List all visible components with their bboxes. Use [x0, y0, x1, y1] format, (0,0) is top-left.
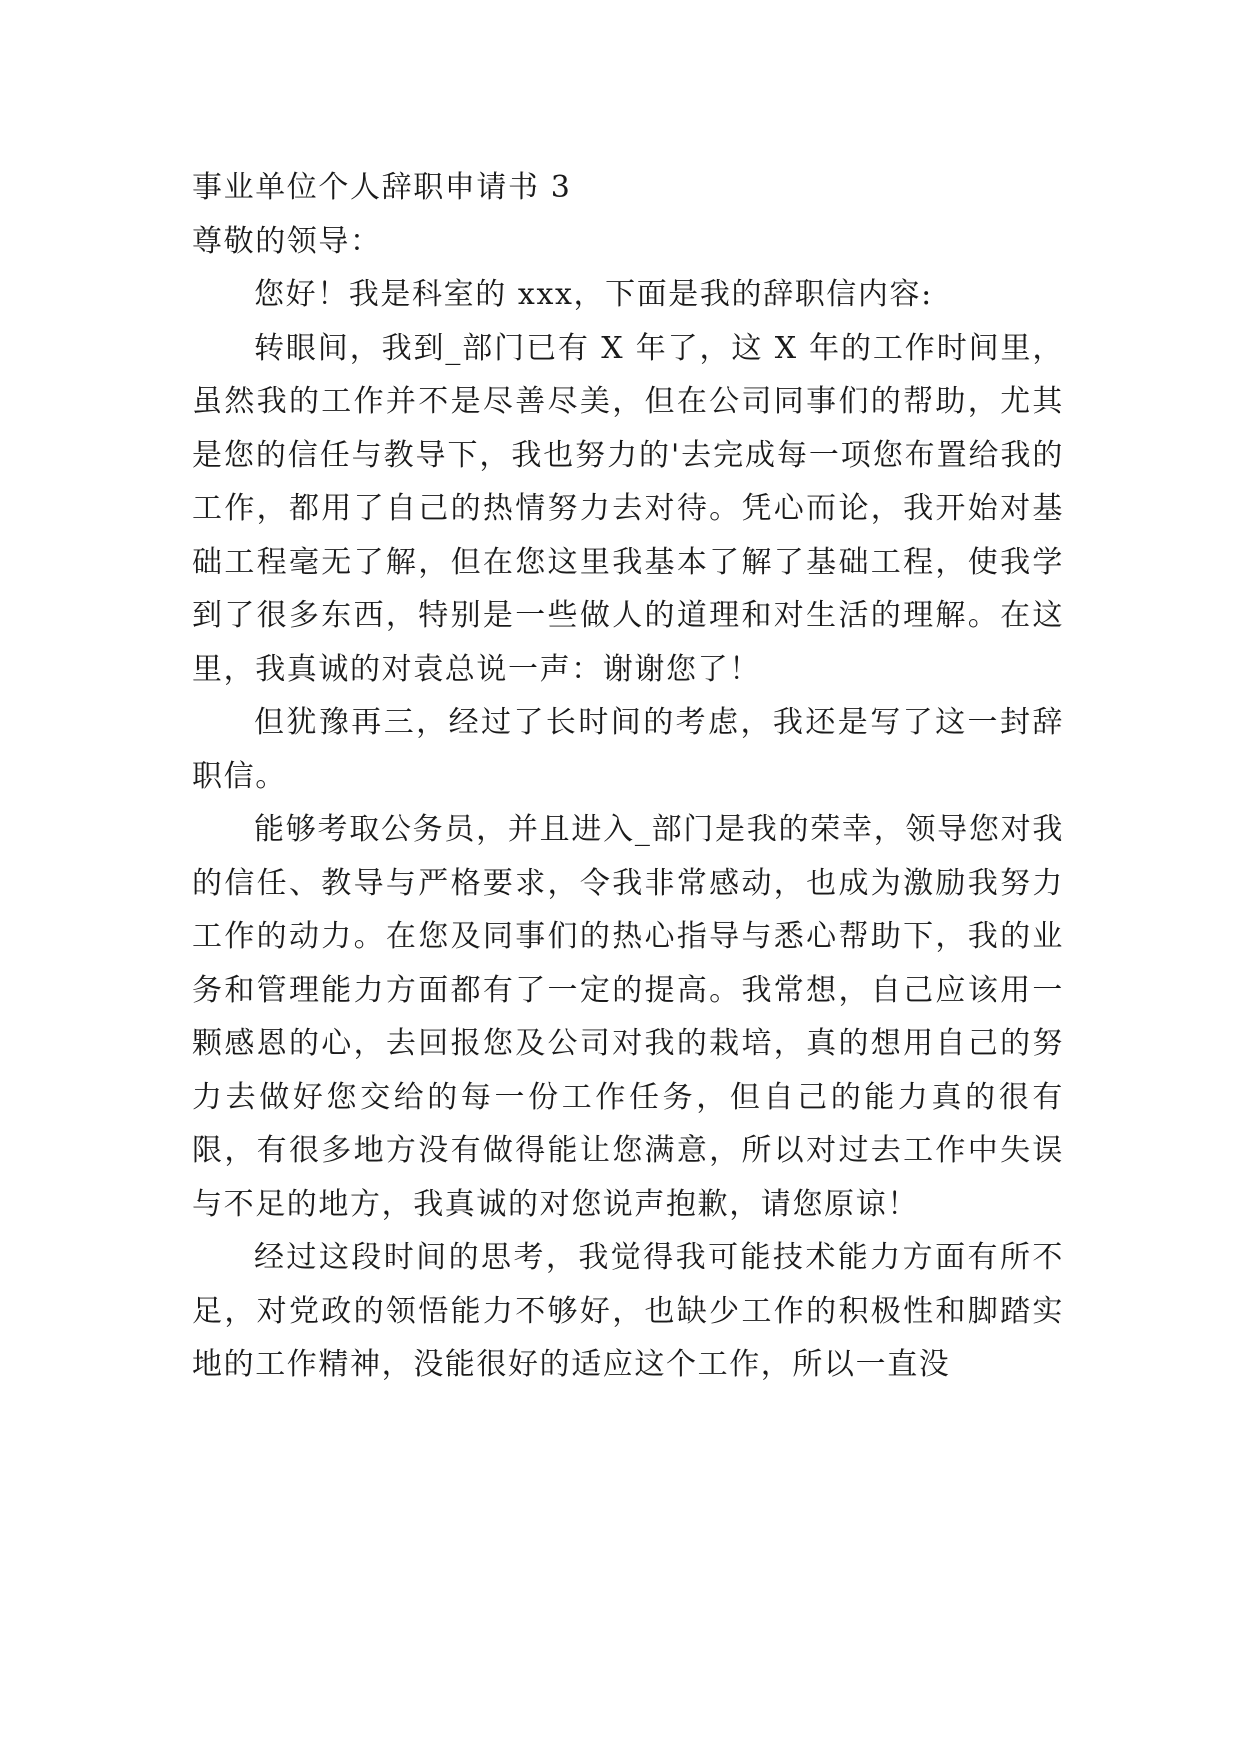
paragraph-decision: 但犹豫再三，经过了长时间的考虑，我还是写了这一封辞职信。	[192, 705, 1064, 794]
paragraph-apology: 能够考取公务员，并且进入_部门是我的荣幸，领导您对我的信任、教导与严格要求，令我非常感动，也成为激励我努力工作的动力。在您及同事们的热心指导与悉心帮助下，我的业务和管理能力方面都有了一定的提高。我常想，自己应该用一颗感恩的心，去回报您及公司对我的栽培，真的想用自己的努力去做好您交给的每一份工作任务，但自己的能力真的很有限，有很多地方没有做得能让您满意，所以对过去工作中失误与不足的地方，我真诚的对您说声抱歉，请您原谅！	[192, 812, 1064, 1222]
letter-body	[192, 161, 1064, 1392]
paragraph-gratitude: 转眼间，我到_部门已有 X 年了，这 X 年的工作时间里，虽然我的工作并不是尽善尽美，但在公司同事们的帮助，尤其是您的信任与教导下，我也努力的'去完成每一项您布置给我的工作，都用了自己的热情努力去对待。凭心而论，我开始对基础工程毫无了解，但在您这里我基本了解了基础工程，使我学到了很多东西，特别是一些做人的道理和对生活的理解。在这里，我真诚的对袁总说一声：谢谢您了！	[192, 330, 1064, 687]
salutation: 尊敬的领导：	[192, 223, 382, 259]
paragraph-greeting: 您好！我是科室的 xxx，下面是我的辞职信内容:	[254, 277, 933, 312]
document-title: 事业单位个人辞职申请书 3	[192, 170, 572, 205]
paragraph-reflection: 经过这段时间的思考，我觉得我可能技术能力方面有所不足，对党政的领悟能力不够好，也缺少工作的积极性和脚踏实地的工作精神，没能很好的适应这个工作，所以一直没	[192, 1240, 1064, 1382]
